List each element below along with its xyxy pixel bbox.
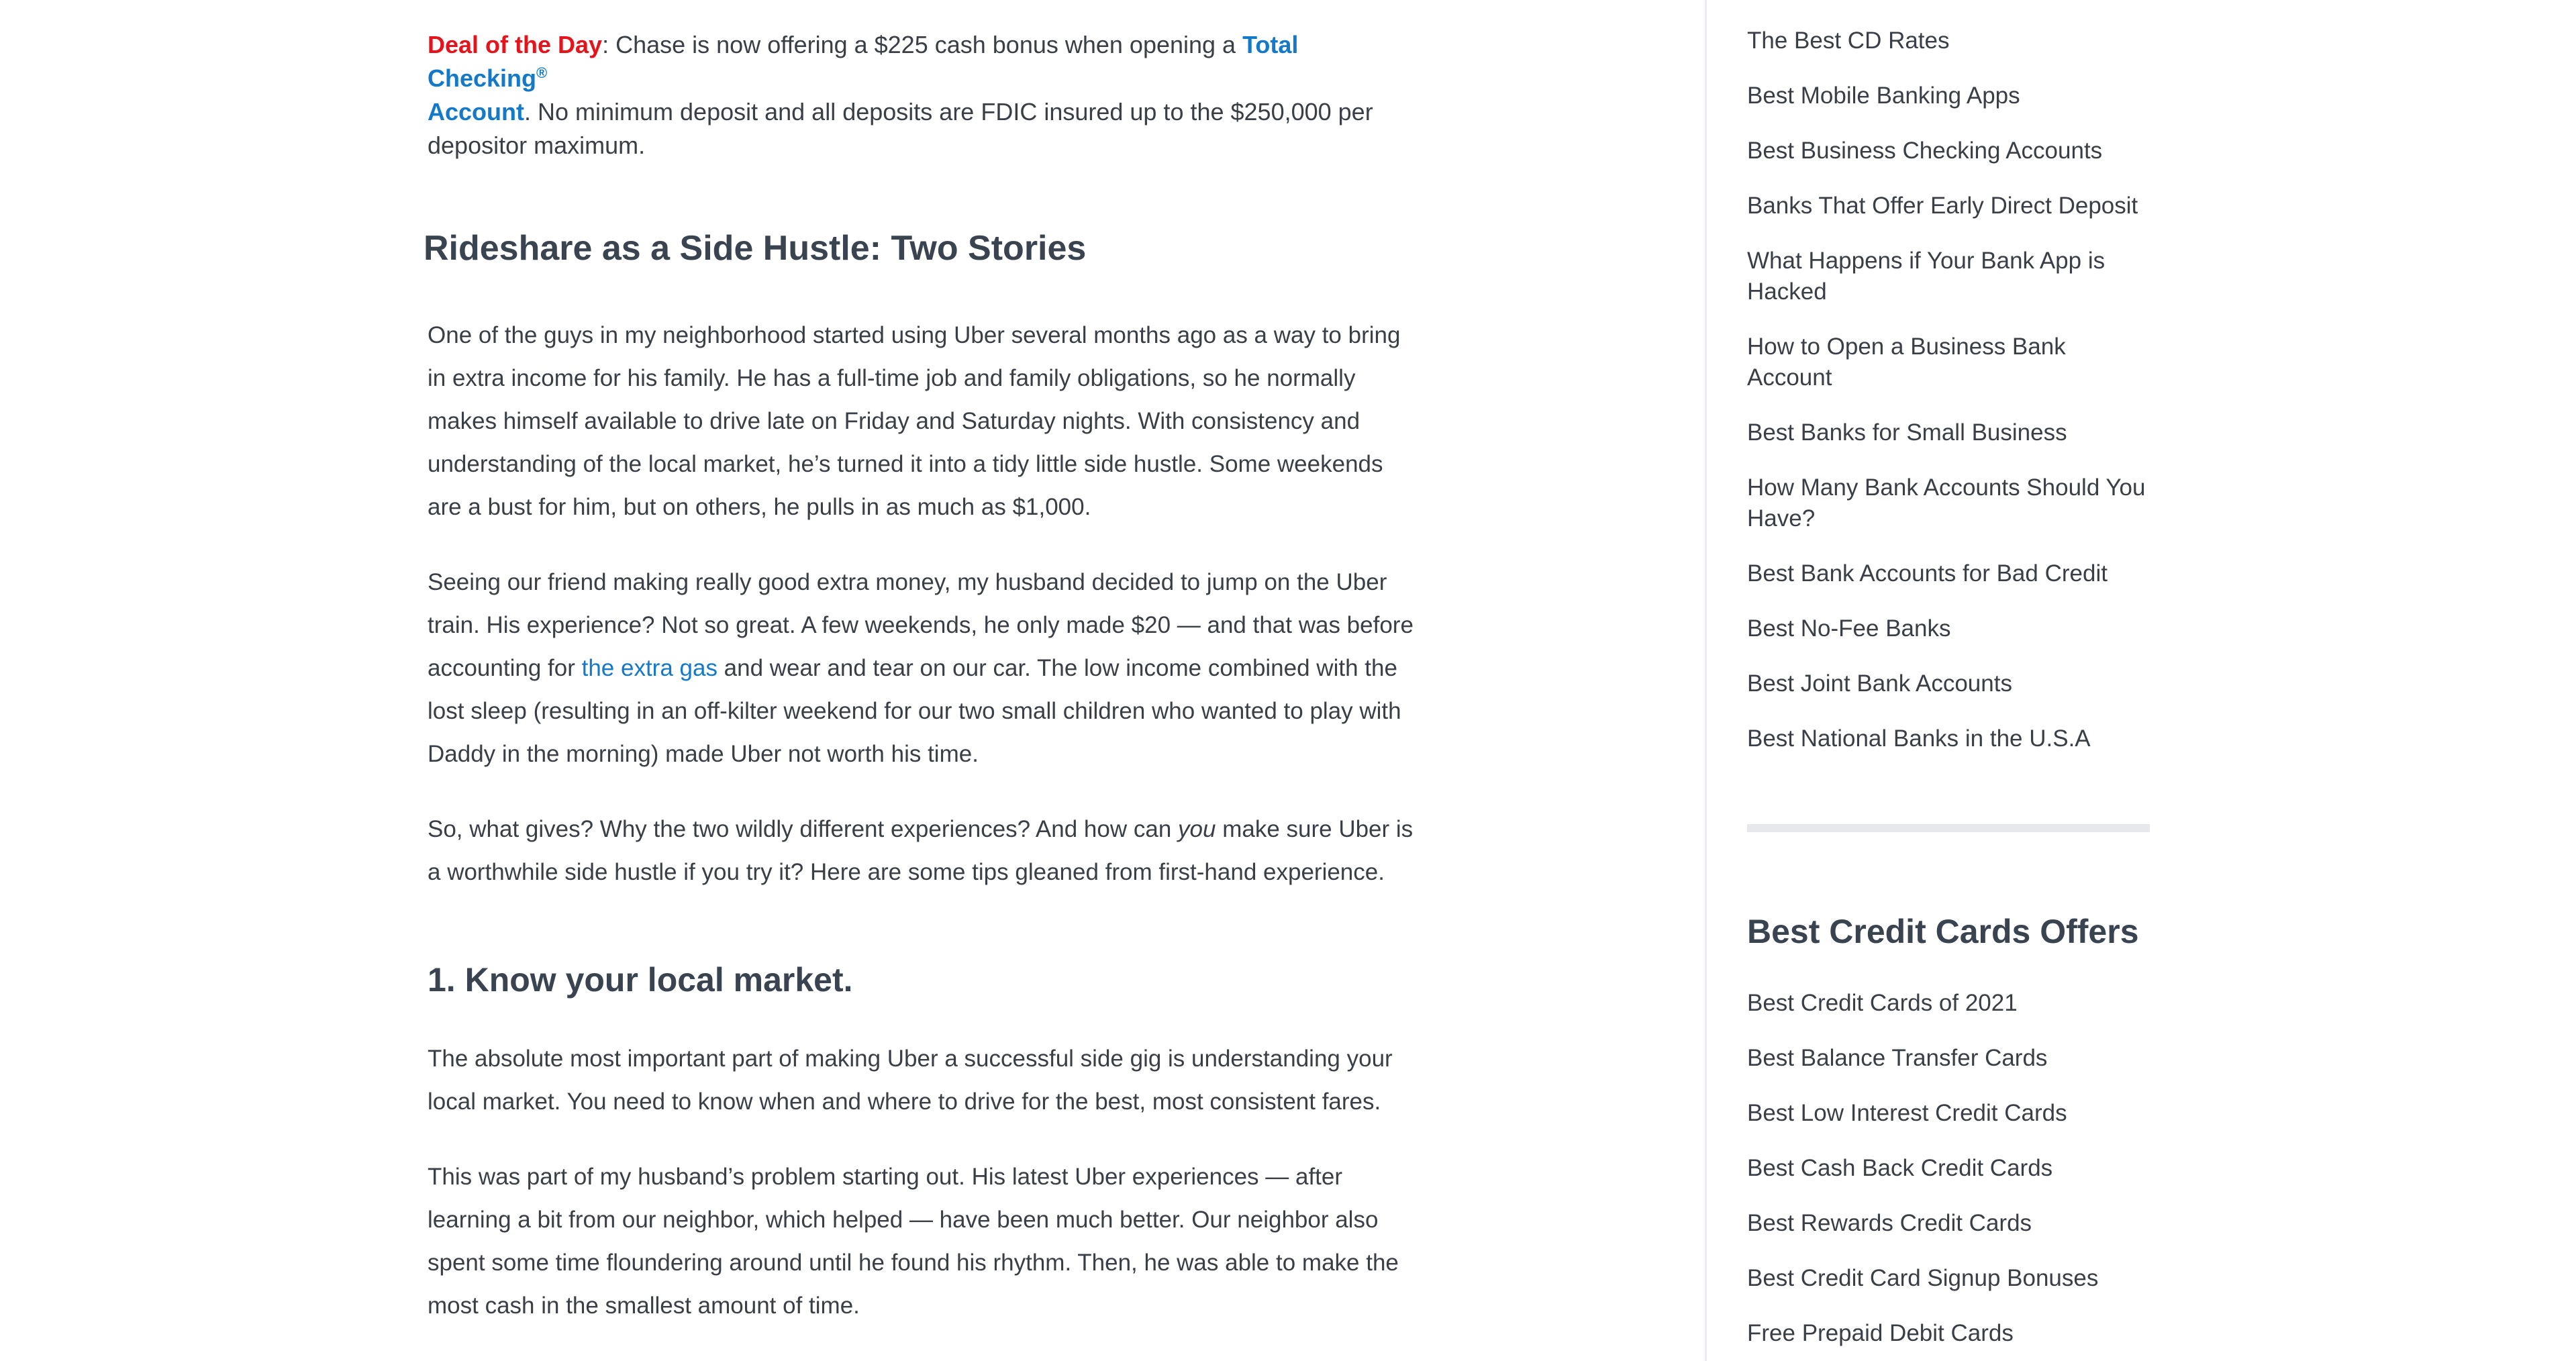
sidebar-link-bad-credit-accounts[interactable]: Best Bank Accounts for Bad Credit: [1747, 560, 2108, 587]
registered-mark: ®: [536, 64, 548, 81]
sidebar-link-mobile-banking-apps[interactable]: Best Mobile Banking Apps: [1747, 83, 2020, 109]
sidebar-link-national-banks[interactable]: Best National Banks in the U.S.A: [1747, 725, 2091, 752]
sidebar-link-bank-app-hacked[interactable]: What Happens if Your Bank App is Hacked: [1747, 248, 2106, 305]
section-title: Rideshare as a Side Hustle: Two Stories: [424, 229, 1087, 268]
p2-text-after: and wear and tear on our car. The low income combined with the lost sleep (resulting in an off-kilter weekend for our two small children who wanted to play with Daddy in the morning) made Uber not worth his time.: [428, 655, 1401, 767]
sidebar-link-cd-rates[interactable]: The Best CD Rates: [1747, 28, 1950, 54]
p2-text-before: Seeing our friend making really good extra money, my husband decided to jump on the Uber train. His experience? Not so great. A few weekends, he only made $20 — and that was before accounting for: [428, 569, 1414, 681]
article-paragraph-4: The absolute most important part of making Uber a successful side gig is understanding your local market. You need to know when and where to drive for the best, most consistent fares.: [428, 1046, 1393, 1115]
sidebar-link-balance-transfer[interactable]: Best Balance Transfer Cards: [1747, 1045, 2048, 1071]
deal-text-before: : Chase is now offering a $225 cash bonus when opening a: [602, 31, 1243, 58]
sidebar-link-business-checking[interactable]: Best Business Checking Accounts: [1747, 138, 2103, 164]
sidebar-link-open-business-account[interactable]: How to Open a Business Bank Account: [1747, 334, 2066, 391]
sidebar-link-joint-accounts[interactable]: Best Joint Bank Accounts: [1747, 670, 2012, 697]
sidebar-link-low-interest[interactable]: Best Low Interest Credit Cards: [1747, 1100, 2067, 1126]
sidebar-link-how-many-accounts[interactable]: How Many Bank Accounts Should You Have?: [1747, 474, 2146, 532]
sidebar-divider: [1705, 0, 1707, 1361]
credit-cards-heading: Best Credit Cards Offers: [1747, 913, 2139, 950]
deal-label: Deal of the Day: [428, 31, 603, 58]
sidebar-link-signup-bonuses[interactable]: Best Credit Card Signup Bonuses: [1747, 1265, 2099, 1291]
sidebar-link-rewards[interactable]: Best Rewards Credit Cards: [1747, 1210, 2032, 1236]
deal-text-after: . No minimum deposit and all deposits are FDIC insured up to the $250,000 per depositor maximum.: [428, 98, 1373, 159]
p3-text-before: So, what gives? Why the two wildly different experiences? And how can: [428, 816, 1179, 842]
article-paragraph-3: [428, 808, 1421, 894]
sidebar-separator: [1747, 824, 2150, 832]
sidebar-link-best-credit-cards-2021[interactable]: Best Credit Cards of 2021: [1747, 990, 2018, 1016]
article-paragraph-2: [428, 561, 1421, 776]
sidebar-link-banks-small-business[interactable]: Best Banks for Small Business: [1747, 419, 2067, 446]
sidebar-link-no-fee-banks[interactable]: Best No-Fee Banks: [1747, 615, 1951, 642]
p3-text-after: make sure Uber is a worthwhile side hustle if you try it? Here are some tips gleaned from first-hand experience.: [428, 816, 1414, 885]
sidebar-link-cash-back[interactable]: Best Cash Back Credit Cards: [1747, 1155, 2053, 1181]
p3-emphasis: you: [1178, 816, 1216, 842]
sidebar-link-early-direct-deposit[interactable]: Banks That Offer Early Direct Deposit: [1747, 193, 2138, 219]
article-paragraph-1: One of the guys in my neighborhood started using Uber several months ago as a way to bring in extra income for his family. He has a full-time job and family obligations, so he normally makes himself available to drive late on Friday and Saturday nights. With consistency and understanding of the local market, he’s turned it into a tidy little side hustle. Some weekends are a bust for him, but on others, he pulls in as much as $1,000.: [428, 322, 1401, 520]
tip-1-heading: 1. Know your local market.: [428, 961, 853, 999]
deal-of-the-day: [428, 28, 1407, 162]
article-paragraph-5: This was part of my husband’s problem starting out. His latest Uber experiences — after learning a bit from our neighbor, which helped — have been much better. Our neighbor also spent some time floundering around until he found his rhythm. Then, he was able to make the most cash in the smallest amount of time.: [428, 1164, 1399, 1319]
total-checking-link-text2: Account: [428, 98, 524, 125]
sidebar-link-prepaid-debit[interactable]: Free Prepaid Debit Cards: [1747, 1320, 2014, 1346]
extra-gas-link[interactable]: the extra gas: [581, 655, 717, 681]
total-checking-link-text: Total Checking: [428, 31, 1299, 92]
